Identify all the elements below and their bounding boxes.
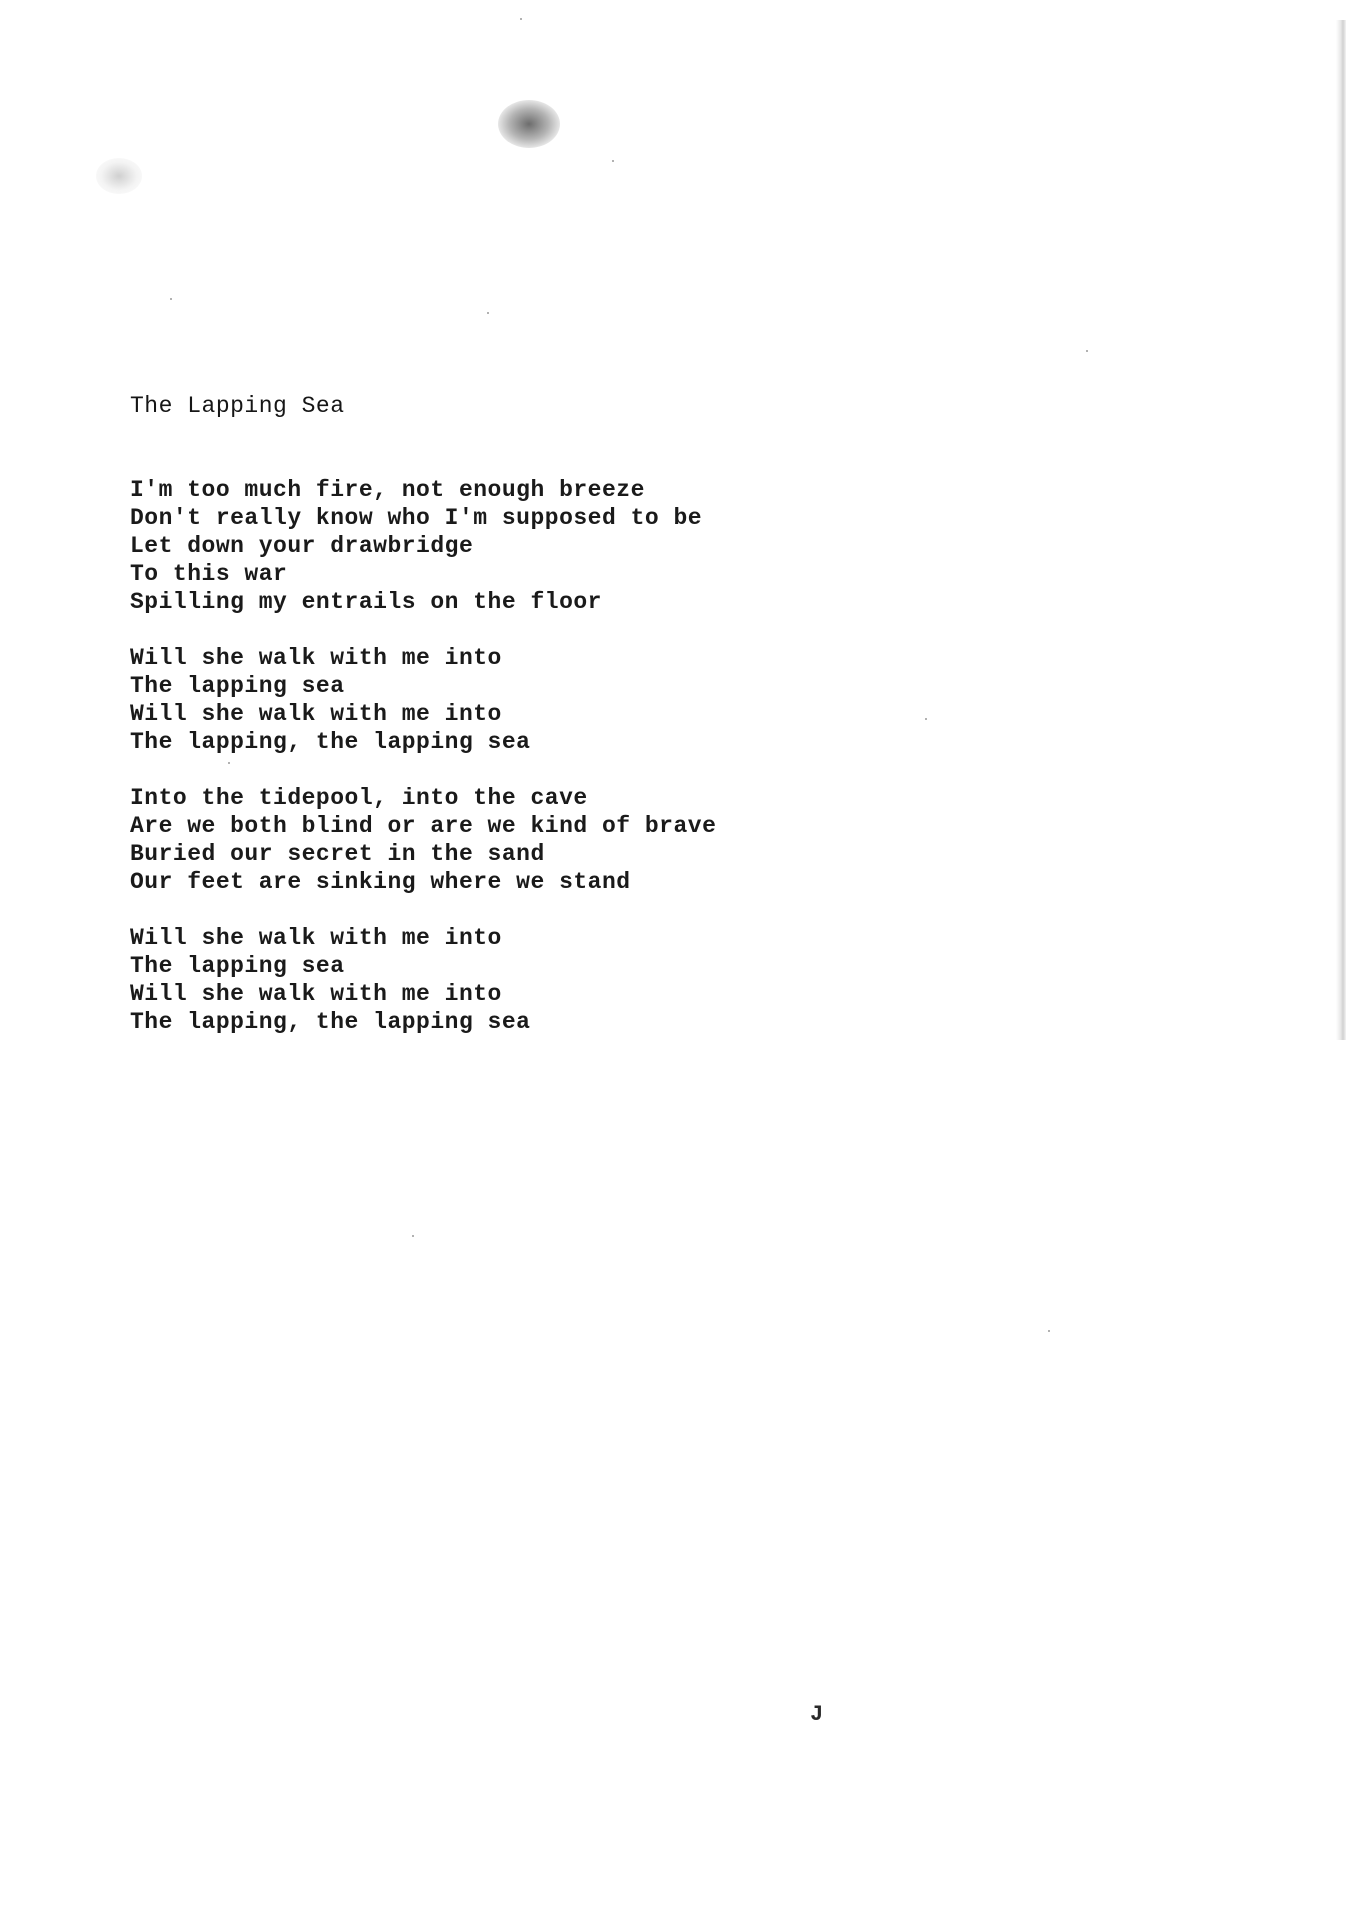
paper-speck: [925, 718, 927, 720]
poem-line: Don't really know who I'm supposed to be: [130, 505, 703, 531]
paper-smudge: [96, 158, 142, 194]
poem-line: I'm too much fire, not enough breeze: [130, 477, 645, 503]
poem-line: Will she walk with me into: [130, 645, 502, 671]
poem-line: The lapping, the lapping sea: [130, 1009, 531, 1035]
poem-line: Are we both blind or are we kind of brave: [130, 813, 717, 839]
paper-speck: [170, 298, 172, 300]
paper-edge-shadow: [1336, 20, 1346, 1040]
poem-line: Let down your drawbridge: [130, 533, 474, 559]
poem-line: The lapping sea: [130, 953, 345, 979]
poem-line: To this war: [130, 561, 288, 587]
paper-speck: [612, 160, 614, 162]
paper-speck: [1086, 350, 1088, 352]
stanza: [130, 476, 716, 616]
poem-line: The lapping, the lapping sea: [130, 729, 531, 755]
poem-body: [130, 476, 716, 1064]
poem-line: The lapping sea: [130, 673, 345, 699]
poem-line: Buried our secret in the sand: [130, 841, 545, 867]
poem-line: Will she walk with me into: [130, 925, 502, 951]
stanza: [130, 644, 716, 756]
poem-line: Into the tidepool, into the cave: [130, 785, 588, 811]
stanza: [130, 784, 716, 896]
ink-blot: [498, 100, 560, 148]
paper-speck: [412, 1235, 414, 1237]
poem-line: Our feet are sinking where we stand: [130, 869, 631, 895]
stanza: [130, 924, 716, 1036]
poem-line: Will she walk with me into: [130, 701, 502, 727]
poem-line: Spilling my entrails on the floor: [130, 589, 602, 615]
paper-speck: [1048, 1330, 1050, 1332]
poem-line: Will she walk with me into: [130, 981, 502, 1007]
poem-title: The Lapping Sea: [130, 393, 345, 419]
paper-speck: [520, 18, 522, 20]
page-mark: J: [810, 1702, 824, 1727]
paper-speck: [487, 312, 489, 314]
